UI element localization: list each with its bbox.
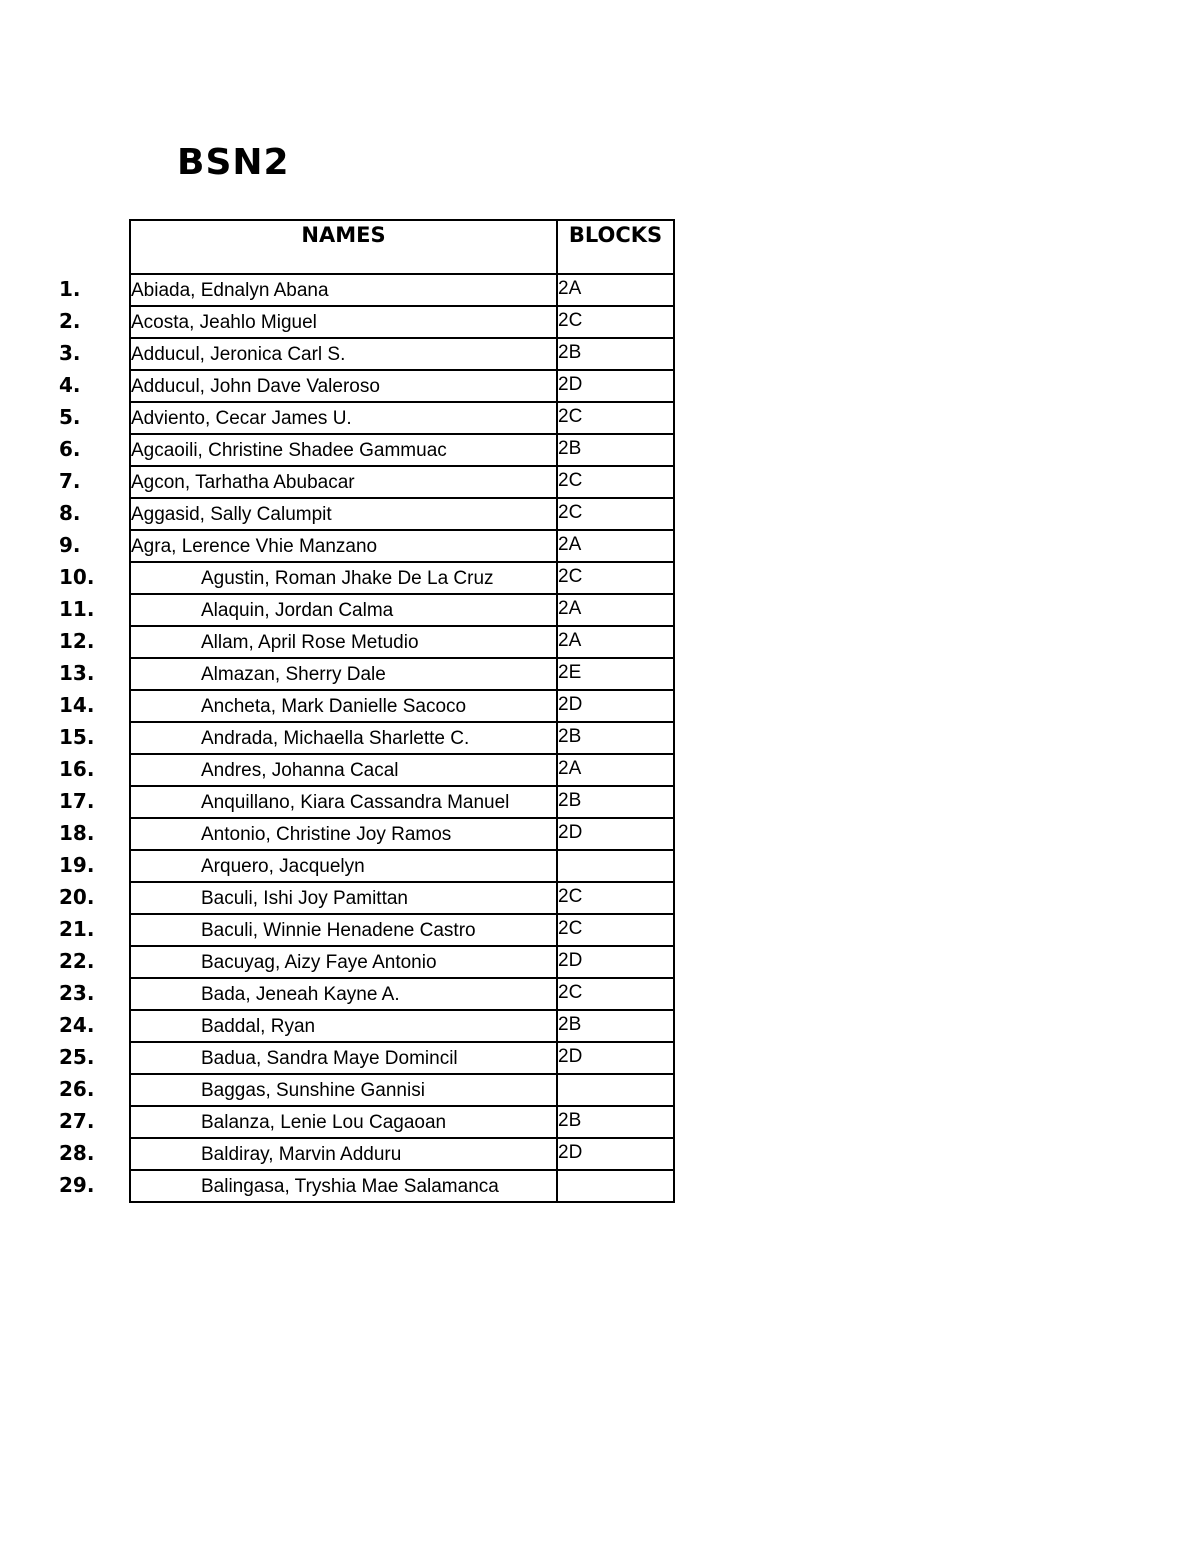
row-number: 12. [59, 629, 95, 653]
student-name: Allam, April Rose Metudio [201, 632, 419, 653]
row-number: 11. [59, 597, 95, 621]
row-number: 25. [59, 1045, 95, 1069]
student-name-cell [59, 1170, 557, 1202]
student-name: Baculi, Ishi Joy Pamittan [201, 888, 408, 909]
table-row [130, 530, 674, 562]
student-name-cell [59, 658, 557, 690]
table-row [130, 562, 674, 594]
student-name: Abiada, Ednalyn Abana [131, 280, 329, 301]
table-row [130, 946, 674, 978]
block-cell: 2D [557, 690, 674, 722]
row-number: 17. [59, 789, 95, 813]
student-name-cell [59, 498, 557, 530]
block-cell: 2C [557, 562, 674, 594]
block-cell: 2C [557, 466, 674, 498]
block-cell: 2D [557, 370, 674, 402]
row-number: 22. [59, 949, 95, 973]
student-name: Almazan, Sherry Dale [201, 664, 386, 685]
block-cell: 2C [557, 914, 674, 946]
student-name: Antonio, Christine Joy Ramos [201, 824, 452, 845]
table-row [130, 850, 674, 882]
block-cell: 2E [557, 658, 674, 690]
student-name: Adviento, Cecar James U. [131, 408, 352, 429]
row-number: 26. [59, 1077, 95, 1101]
student-name-cell [59, 402, 557, 434]
table-row [130, 274, 674, 306]
table-header-row [130, 220, 674, 274]
table-row [130, 818, 674, 850]
row-number: 13. [59, 661, 95, 685]
table-row [130, 754, 674, 786]
table-row [130, 626, 674, 658]
student-name-cell [59, 818, 557, 850]
row-number: 14. [59, 693, 95, 717]
table-row [130, 402, 674, 434]
student-name-cell [59, 434, 557, 466]
row-number: 28. [59, 1141, 95, 1165]
table-row [130, 466, 674, 498]
table-row [130, 882, 674, 914]
block-cell: 2A [557, 626, 674, 658]
student-name-cell [59, 1010, 557, 1042]
page-title: BSN2 [177, 142, 290, 183]
student-name-cell [59, 690, 557, 722]
row-number: 7. [59, 469, 81, 493]
student-name-cell [59, 338, 557, 370]
student-name: Bacuyag, Aizy Faye Antonio [201, 952, 437, 973]
block-cell: 2B [557, 722, 674, 754]
table-row [130, 690, 674, 722]
student-name: Andres, Johanna Cacal [201, 760, 399, 781]
student-name-cell [59, 914, 557, 946]
student-name-cell [59, 786, 557, 818]
block-cell: 2A [557, 594, 674, 626]
student-name-cell [59, 978, 557, 1010]
block-cell: 2C [557, 978, 674, 1010]
student-name: Aggasid, Sally Calumpit [131, 504, 332, 525]
row-number: 6. [59, 437, 81, 461]
row-number: 16. [59, 757, 95, 781]
table-row [130, 1042, 674, 1074]
table-row [130, 1106, 674, 1138]
row-number: 1. [59, 277, 81, 301]
table-row [130, 978, 674, 1010]
block-cell [557, 850, 674, 882]
table-row [130, 338, 674, 370]
table-row [130, 1074, 674, 1106]
block-cell: 2B [557, 338, 674, 370]
block-cell: 2D [557, 1138, 674, 1170]
row-number: 9. [59, 533, 81, 557]
student-roster-table [59, 219, 675, 1203]
student-name: Agra, Lerence Vhie Manzano [131, 536, 378, 557]
student-name-cell [59, 1106, 557, 1138]
student-name-cell [59, 850, 557, 882]
roster-body [59, 274, 674, 1202]
student-name-cell [59, 722, 557, 754]
student-name: Bada, Jeneah Kayne A. [201, 984, 400, 1005]
block-cell [557, 1170, 674, 1202]
student-name: Baculi, Winnie Henadene Castro [201, 920, 476, 941]
student-name-cell [59, 882, 557, 914]
block-cell: 2D [557, 946, 674, 978]
block-cell: 2C [557, 498, 674, 530]
row-number: 23. [59, 981, 95, 1005]
block-cell: 2A [557, 274, 674, 306]
student-name: Agustin, Roman Jhake De La Cruz [201, 568, 494, 589]
student-name: Baggas, Sunshine Gannisi [201, 1080, 425, 1101]
block-cell: 2B [557, 1106, 674, 1138]
student-name: Baddal, Ryan [201, 1016, 316, 1037]
block-cell: 2B [557, 786, 674, 818]
student-name: Adducul, John Dave Valeroso [131, 376, 380, 397]
table-row [130, 1010, 674, 1042]
row-number: 21. [59, 917, 95, 941]
table-row [130, 370, 674, 402]
blocks-column-header: BLOCKS [557, 220, 674, 274]
student-name-cell [59, 1074, 557, 1106]
block-cell [557, 1074, 674, 1106]
row-number: 8. [59, 501, 81, 525]
student-name: Balingasa, Tryshia Mae Salamanca [201, 1176, 499, 1197]
student-name-cell [59, 626, 557, 658]
row-number: 15. [59, 725, 95, 749]
block-cell: 2A [557, 530, 674, 562]
student-name: Agcaoili, Christine Shadee Gammuac [131, 440, 447, 461]
student-name-cell [59, 754, 557, 786]
block-cell: 2C [557, 882, 674, 914]
row-number: 20. [59, 885, 95, 909]
student-name-cell [59, 306, 557, 338]
table-row [130, 658, 674, 690]
table-row [130, 434, 674, 466]
student-name: Andrada, Michaella Sharlette C. [201, 728, 470, 749]
student-name: Anquillano, Kiara Cassandra Manuel [201, 792, 510, 813]
student-name-cell [59, 1042, 557, 1074]
row-number: 24. [59, 1013, 95, 1037]
table-row [130, 914, 674, 946]
table-row [130, 594, 674, 626]
student-name: Badua, Sandra Maye Domincil [201, 1048, 458, 1069]
student-name-cell [59, 562, 557, 594]
student-name: Ancheta, Mark Danielle Sacoco [201, 696, 467, 717]
table-row [130, 786, 674, 818]
student-name: Arquero, Jacquelyn [201, 856, 365, 877]
row-number: 10. [59, 565, 95, 589]
student-name: Balanza, Lenie Lou Cagaoan [201, 1112, 447, 1133]
student-name: Acosta, Jeahlo Miguel [131, 312, 317, 333]
student-name-cell [59, 530, 557, 562]
student-name-cell [59, 370, 557, 402]
block-cell: 2A [557, 754, 674, 786]
block-cell: 2C [557, 402, 674, 434]
student-name-cell [59, 274, 557, 306]
table-row [130, 1170, 674, 1202]
row-number: 29. [59, 1173, 95, 1197]
row-number: 3. [59, 341, 81, 365]
block-cell: 2D [557, 818, 674, 850]
row-number: 2. [59, 309, 81, 333]
row-number: 5. [59, 405, 81, 429]
student-name-cell [59, 466, 557, 498]
student-name-cell [59, 946, 557, 978]
student-name: Baldiray, Marvin Adduru [201, 1144, 402, 1165]
row-number: 27. [59, 1109, 95, 1133]
row-number: 4. [59, 373, 81, 397]
names-column-header: NAMES [130, 220, 557, 274]
block-cell: 2B [557, 1010, 674, 1042]
table-row [130, 722, 674, 754]
row-number: 19. [59, 853, 95, 877]
table-row [130, 1138, 674, 1170]
table-row [130, 498, 674, 530]
table-row [130, 306, 674, 338]
block-cell: 2B [557, 434, 674, 466]
student-name: Agcon, Tarhatha Abubacar [131, 472, 355, 493]
block-cell: 2D [557, 1042, 674, 1074]
student-name-cell [59, 1138, 557, 1170]
block-cell: 2C [557, 306, 674, 338]
student-name-cell [59, 594, 557, 626]
row-number: 18. [59, 821, 95, 845]
student-name: Adducul, Jeronica Carl S. [131, 344, 346, 365]
student-name: Alaquin, Jordan Calma [201, 600, 394, 621]
